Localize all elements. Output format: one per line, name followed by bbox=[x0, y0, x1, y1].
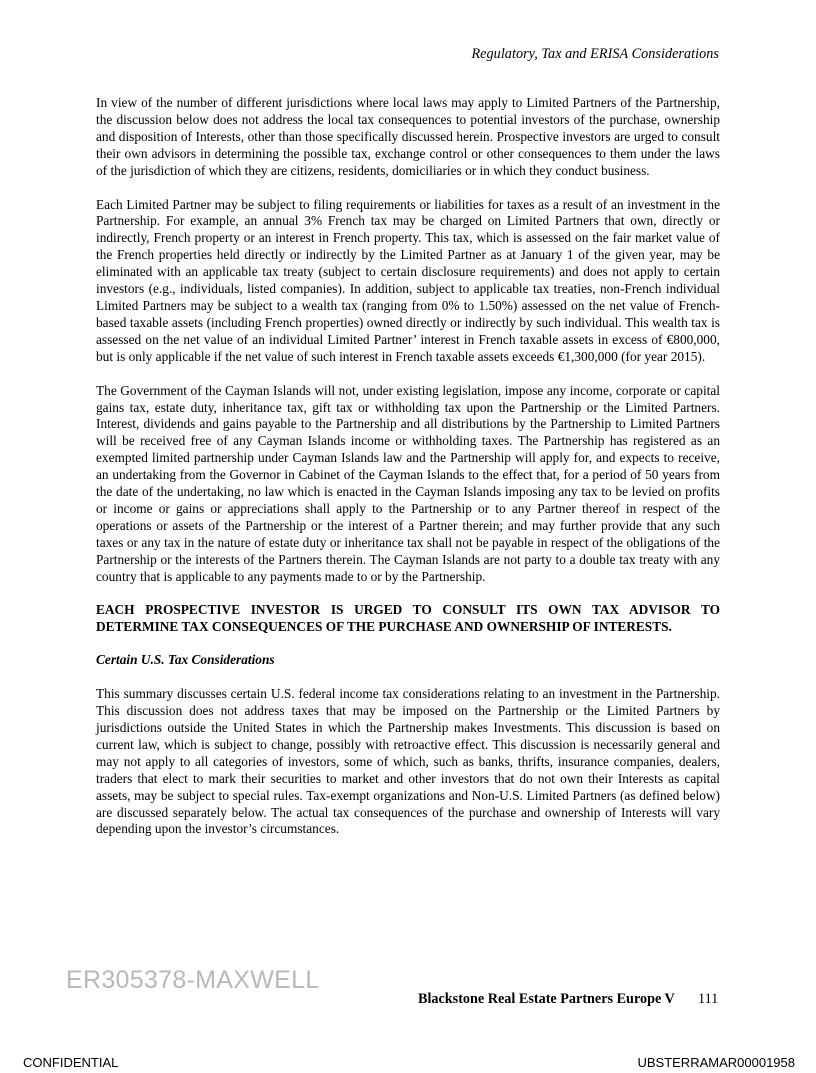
paragraph-french-tax: Each Limited Partner may be subject to filing requirements or liabilities for taxes as a result of an investment in the Partnership. For example, an annual 3% French tax may be charged on Limited Partners that own, directly or indirectly, French property or an interest in French property. This tax, which is assessed on the fair market value of the French properties held directly or indirectly by the Limited Partner as at January 1 of the given year, may be eliminated with an applicable tax treaty (subject to certain disclosure requirements) and does not apply to certain investors (e.g., individuals, listed companies). In addition, subject to applicable tax treaties, non-French individual Limited Partners may be subject to a wealth tax (ranging from 0% to 1.50%) assessed on the net value of French-based taxable assets (including French properties) owned directly or indirectly by such individual. This wealth tax is assessed on the net value of an individual Limited Partner’ interest in French taxable assets in excess of €800,000, but is only applicable if the net value of such interest in French taxable assets exceeds €1,300,000 (for year 2015). bbox=[96, 196, 720, 364]
bates-number: UBSTERRAMAR00001958 bbox=[637, 1055, 795, 1070]
page-number: 111 bbox=[698, 991, 719, 1007]
paragraph-local-tax: In view of the number of different jurisdictions where local laws may apply to Limited Partners of the Partnership, the discussion below does not address the local tax consequences to potential investors of the purchase, ownership and disposition of Interests, other than those specifically discussed herein. Prospective investors are urged to consult their own advisors in determining the possible tax, exchange control or other consequences to them under the laws of the jurisdiction of which they are citizens, residents, domiciliaries or in which they conduct business. bbox=[96, 95, 720, 178]
tax-advisor-notice: EACH PROSPECTIVE INVESTOR IS URGED TO CONSULT ITS OWN TAX ADVISOR TO DETERMINE TAX CONSEQUENCES OF THE PURCHASE AND OWNERSHIP OF INTERESTS. bbox=[96, 602, 720, 635]
paragraph-cayman-tax: The Government of the Cayman Islands will not, under existing legislation, impose any income, corporate or capital gains tax, estate duty, inheritance tax, gift tax or withholding tax upon the Partnership or the Limited Partners. Interest, dividends and gains payable to the Partnership and all distributions by the Partnership to Limited Partners will be received free of any Cayman Islands income or withholding taxes. The Partnership has registered as an exempted limited partnership under Cayman Islands law and the Partnership will apply for, and expects to receive, an undertaking from the Governor in Cabinet of the Cayman Islands to the effect that, for a period of 50 years from the date of the undertaking, no law which is enacted in the Cayman Islands imposing any tax to be levied on profits or income or gains or appreciations shall apply to the Partnership or to any Partner thereof in respect of the operations or assets of the Partnership or the interest of a Partner therein; and may further provide that any such taxes or any tax in the nature of estate duty or inheritance tax shall not be payable in respect of the obligations of the Partnership or the interests of the Partners therein. The Cayman Islands are not party to a double tax treaty with any country that is applicable to any payments made to or by the Partnership. bbox=[96, 382, 720, 584]
document-body bbox=[96, 95, 720, 855]
footer-document-title: Blackstone Real Estate Partners Europe V bbox=[418, 991, 675, 1007]
section-subheading: Certain U.S. Tax Considerations bbox=[96, 652, 275, 668]
confidential-label: CONFIDENTIAL bbox=[23, 1055, 119, 1070]
paragraph-us-tax: This summary discusses certain U.S. federal income tax considerations relating to an investment in the Partnership. This discussion does not address taxes that may be imposed on the Partnership or the Limited Partners by jurisdictions outside the United States in which the Partnership makes Investments. This discussion is based on current law, which is subject to change, possibly with retroactive effect. This discussion is necessarily general and may not apply to all categories of investors, some of which, such as banks, thrifts, insurance companies, dealers, traders that elect to mark their securities to market and other investors that do not own their Interests as capital assets, may be subject to special rules. Tax-exempt organizations and Non-U.S. Limited Partners (as defined below) are discussed separately below. The actual tax consequences of the purchase and ownership of Interests will vary depending upon the investor’s circumstances. bbox=[96, 686, 720, 837]
watermark-stamp: ER305378-MAXWELL bbox=[66, 966, 320, 994]
running-header: Regulatory, Tax and ERISA Considerations bbox=[471, 46, 719, 62]
